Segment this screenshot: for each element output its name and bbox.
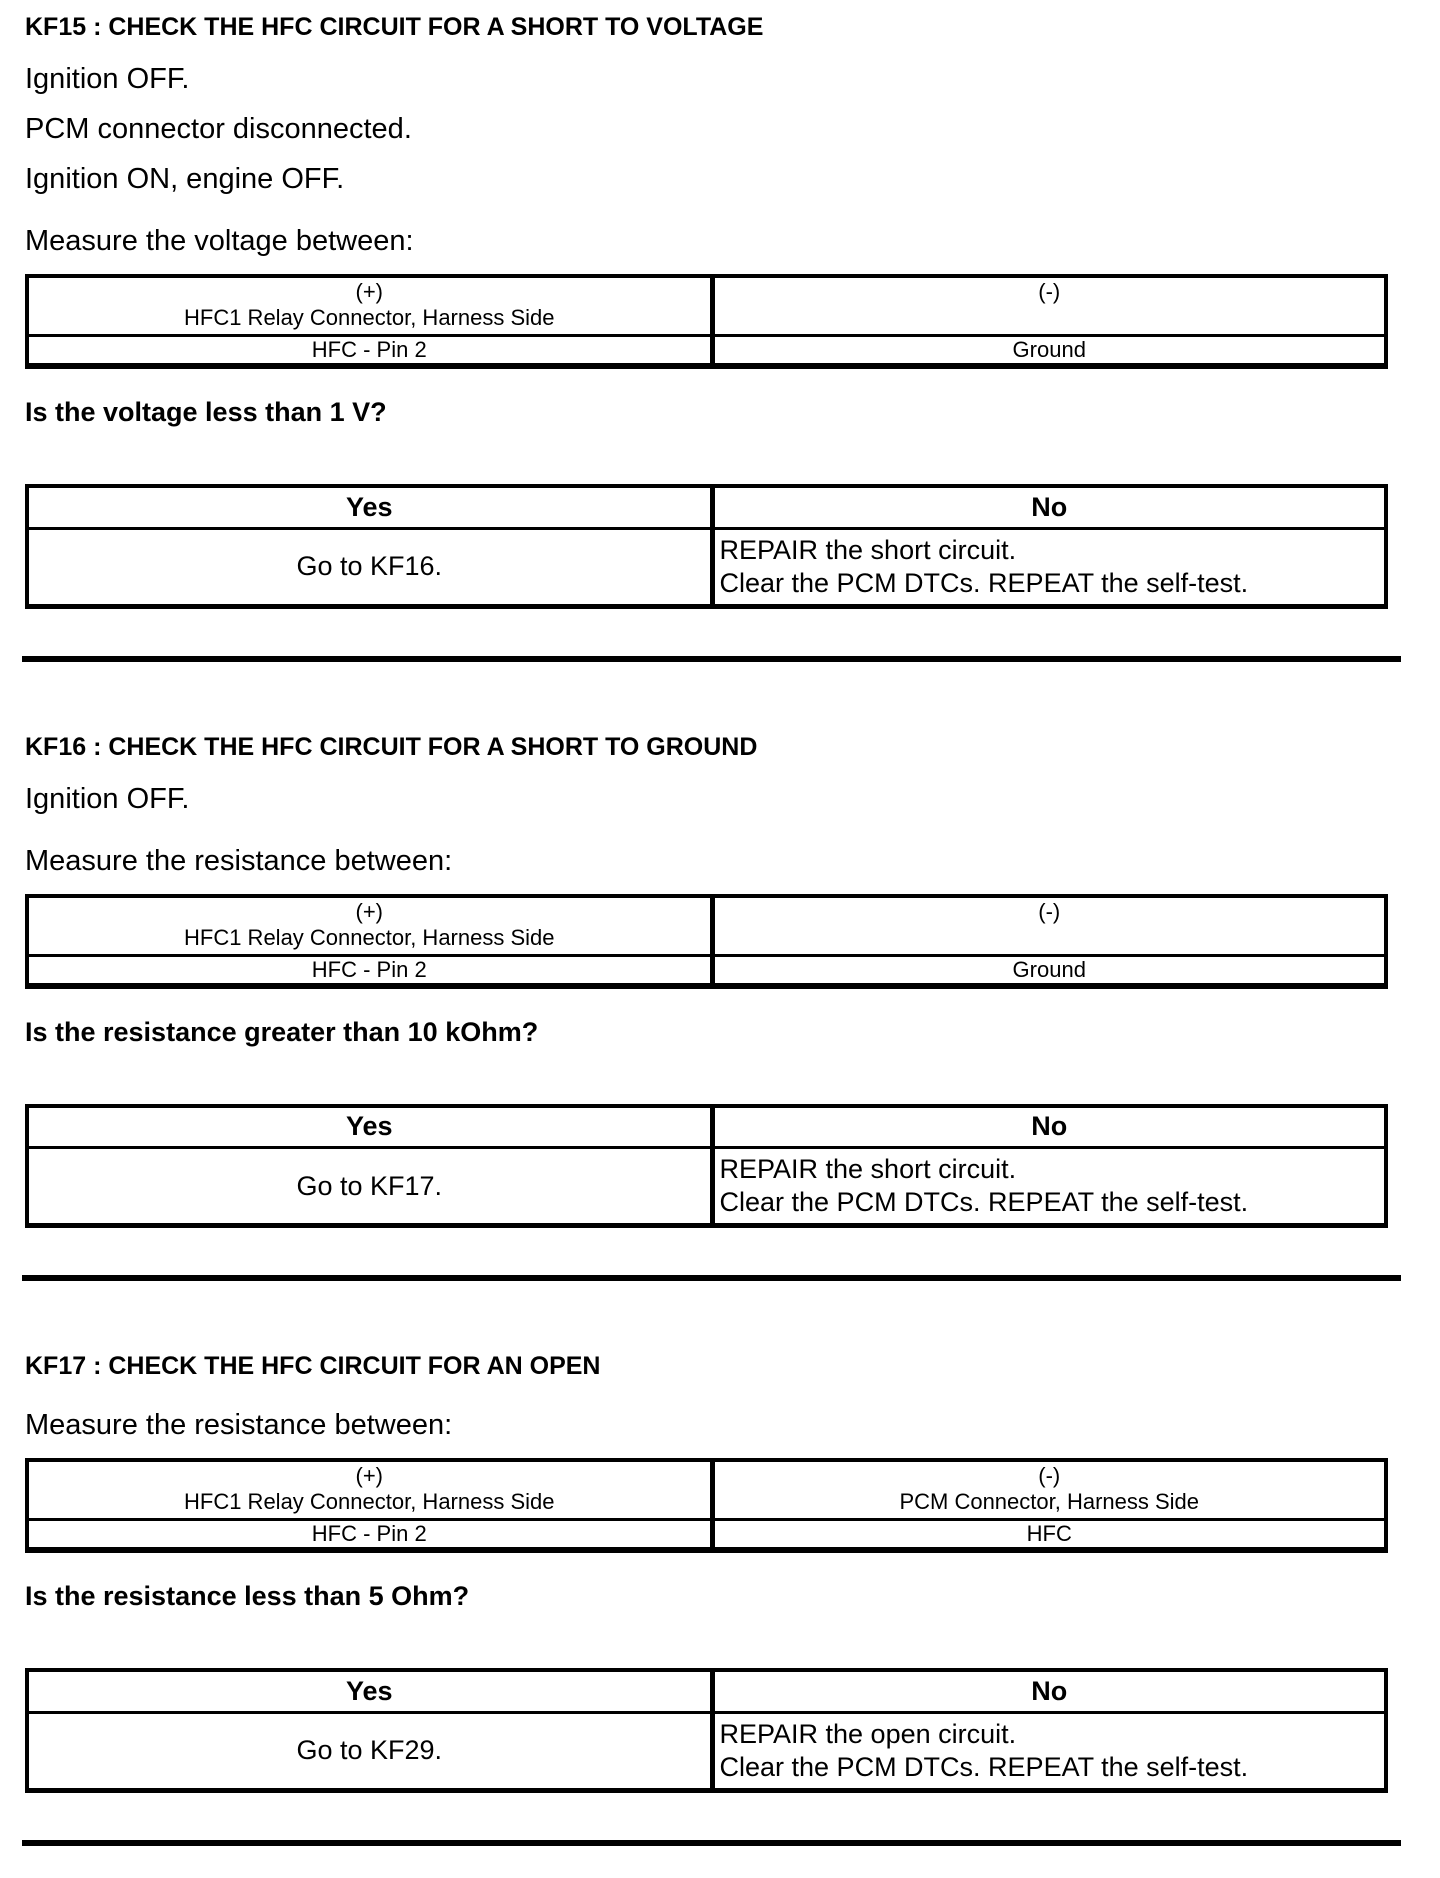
table-row: [27, 1148, 1386, 1226]
measure-instruction: Measure the resistance between:: [25, 844, 453, 877]
measure-instruction: Measure the voltage between:: [25, 225, 414, 257]
no-action: [712, 1148, 1386, 1226]
connector-label: PCM Connector, Harness Side: [899, 1489, 1200, 1514]
decision-table: [25, 1668, 1388, 1793]
decision-question: Is the resistance greater than 10 kOhm?: [25, 1016, 539, 1047]
no-header: No: [712, 1670, 1386, 1712]
no-action-line: REPAIR the open circuit.: [719, 1718, 1017, 1749]
no-action-line: Clear the PCM DTCs. REPEAT the self-test.: [719, 1187, 1249, 1217]
negative-lead-header: [712, 896, 1386, 956]
no-action: [712, 528, 1386, 606]
no-action-line: Clear the PCM DTCs. REPEAT the self-test.: [719, 1751, 1249, 1782]
connector-label: HFC1 Relay Connector, Harness Side: [184, 1489, 555, 1514]
table-row: [27, 1520, 1386, 1551]
table-row: [27, 1670, 1386, 1712]
negative-test-point: Ground: [712, 955, 1386, 986]
section-title: KF15 : CHECK THE HFC CIRCUIT FOR A SHORT TO VOLTAGE: [25, 13, 764, 41]
table-row: [27, 896, 1386, 956]
table-row: [27, 955, 1386, 986]
negative-lead-header: [712, 1460, 1386, 1520]
connector-label: HFC1 Relay Connector, Harness Side: [184, 305, 555, 330]
section-kf16: [25, 734, 1440, 1229]
polarity-label: (+): [355, 1463, 383, 1488]
decision-table: [25, 484, 1388, 609]
section-title: KF16 : CHECK THE HFC CIRCUIT FOR A SHORT TO GROUND: [25, 732, 758, 761]
polarity-label: (+): [355, 898, 383, 924]
no-action-line: REPAIR the short circuit.: [719, 534, 1017, 565]
section-kf17: [25, 1353, 1440, 1793]
negative-test-point: Ground: [712, 336, 1386, 367]
no-header: No: [712, 1106, 1386, 1148]
positive-lead-header: [27, 896, 712, 956]
measurement-table: [25, 1458, 1388, 1553]
positive-test-point: HFC - Pin 2: [27, 955, 712, 986]
table-row: [27, 486, 1386, 528]
no-action: [712, 1712, 1386, 1790]
section-kf15: [25, 14, 1440, 609]
procedure-step: Ignition OFF.: [25, 782, 190, 815]
procedure-step: Ignition OFF.: [25, 63, 190, 95]
positive-test-point: HFC - Pin 2: [27, 1520, 712, 1551]
table-row: [27, 276, 1386, 336]
yes-header: Yes: [27, 486, 712, 528]
yes-action: Go to KF16.: [27, 528, 712, 606]
table-row: [27, 336, 1386, 367]
polarity-label: (-): [1038, 279, 1061, 304]
procedure-step: Ignition ON, engine OFF.: [25, 163, 345, 195]
no-action-line: Clear the PCM DTCs. REPEAT the self-test.: [719, 567, 1249, 598]
decision-question: Is the voltage less than 1 V?: [25, 397, 387, 427]
yes-action: Go to KF29.: [27, 1712, 712, 1790]
polarity-label: (-): [1038, 1463, 1061, 1488]
yes-action: Go to KF17.: [27, 1148, 712, 1226]
yes-header: Yes: [27, 1670, 712, 1712]
polarity-label: (-): [1038, 898, 1061, 924]
positive-lead-header: [27, 276, 712, 336]
positive-test-point: HFC - Pin 2: [27, 336, 712, 367]
measurement-table: [25, 274, 1388, 369]
table-row: [27, 1460, 1386, 1520]
section-separator: [22, 1840, 1401, 1846]
procedure-step: PCM connector disconnected.: [25, 113, 412, 145]
decision-table: [25, 1104, 1388, 1229]
polarity-label: (+): [355, 279, 383, 304]
negative-test-point: HFC: [712, 1520, 1386, 1551]
table-row: [27, 1712, 1386, 1790]
table-row: [27, 528, 1386, 606]
table-row: [27, 1106, 1386, 1148]
measurement-table: [25, 894, 1388, 989]
section-title: KF17 : CHECK THE HFC CIRCUIT FOR AN OPEN: [25, 1352, 601, 1380]
section-separator: [22, 1275, 1401, 1281]
yes-header: Yes: [27, 1106, 712, 1148]
measure-instruction: Measure the resistance between:: [25, 1409, 453, 1441]
no-header: No: [712, 486, 1386, 528]
no-action-line: REPAIR the short circuit.: [719, 1154, 1017, 1184]
negative-lead-header: [712, 276, 1386, 336]
section-separator: [22, 656, 1401, 662]
positive-lead-header: [27, 1460, 712, 1520]
decision-question: Is the resistance less than 5 Ohm?: [25, 1581, 470, 1611]
connector-label: HFC1 Relay Connector, Harness Side: [184, 924, 555, 950]
